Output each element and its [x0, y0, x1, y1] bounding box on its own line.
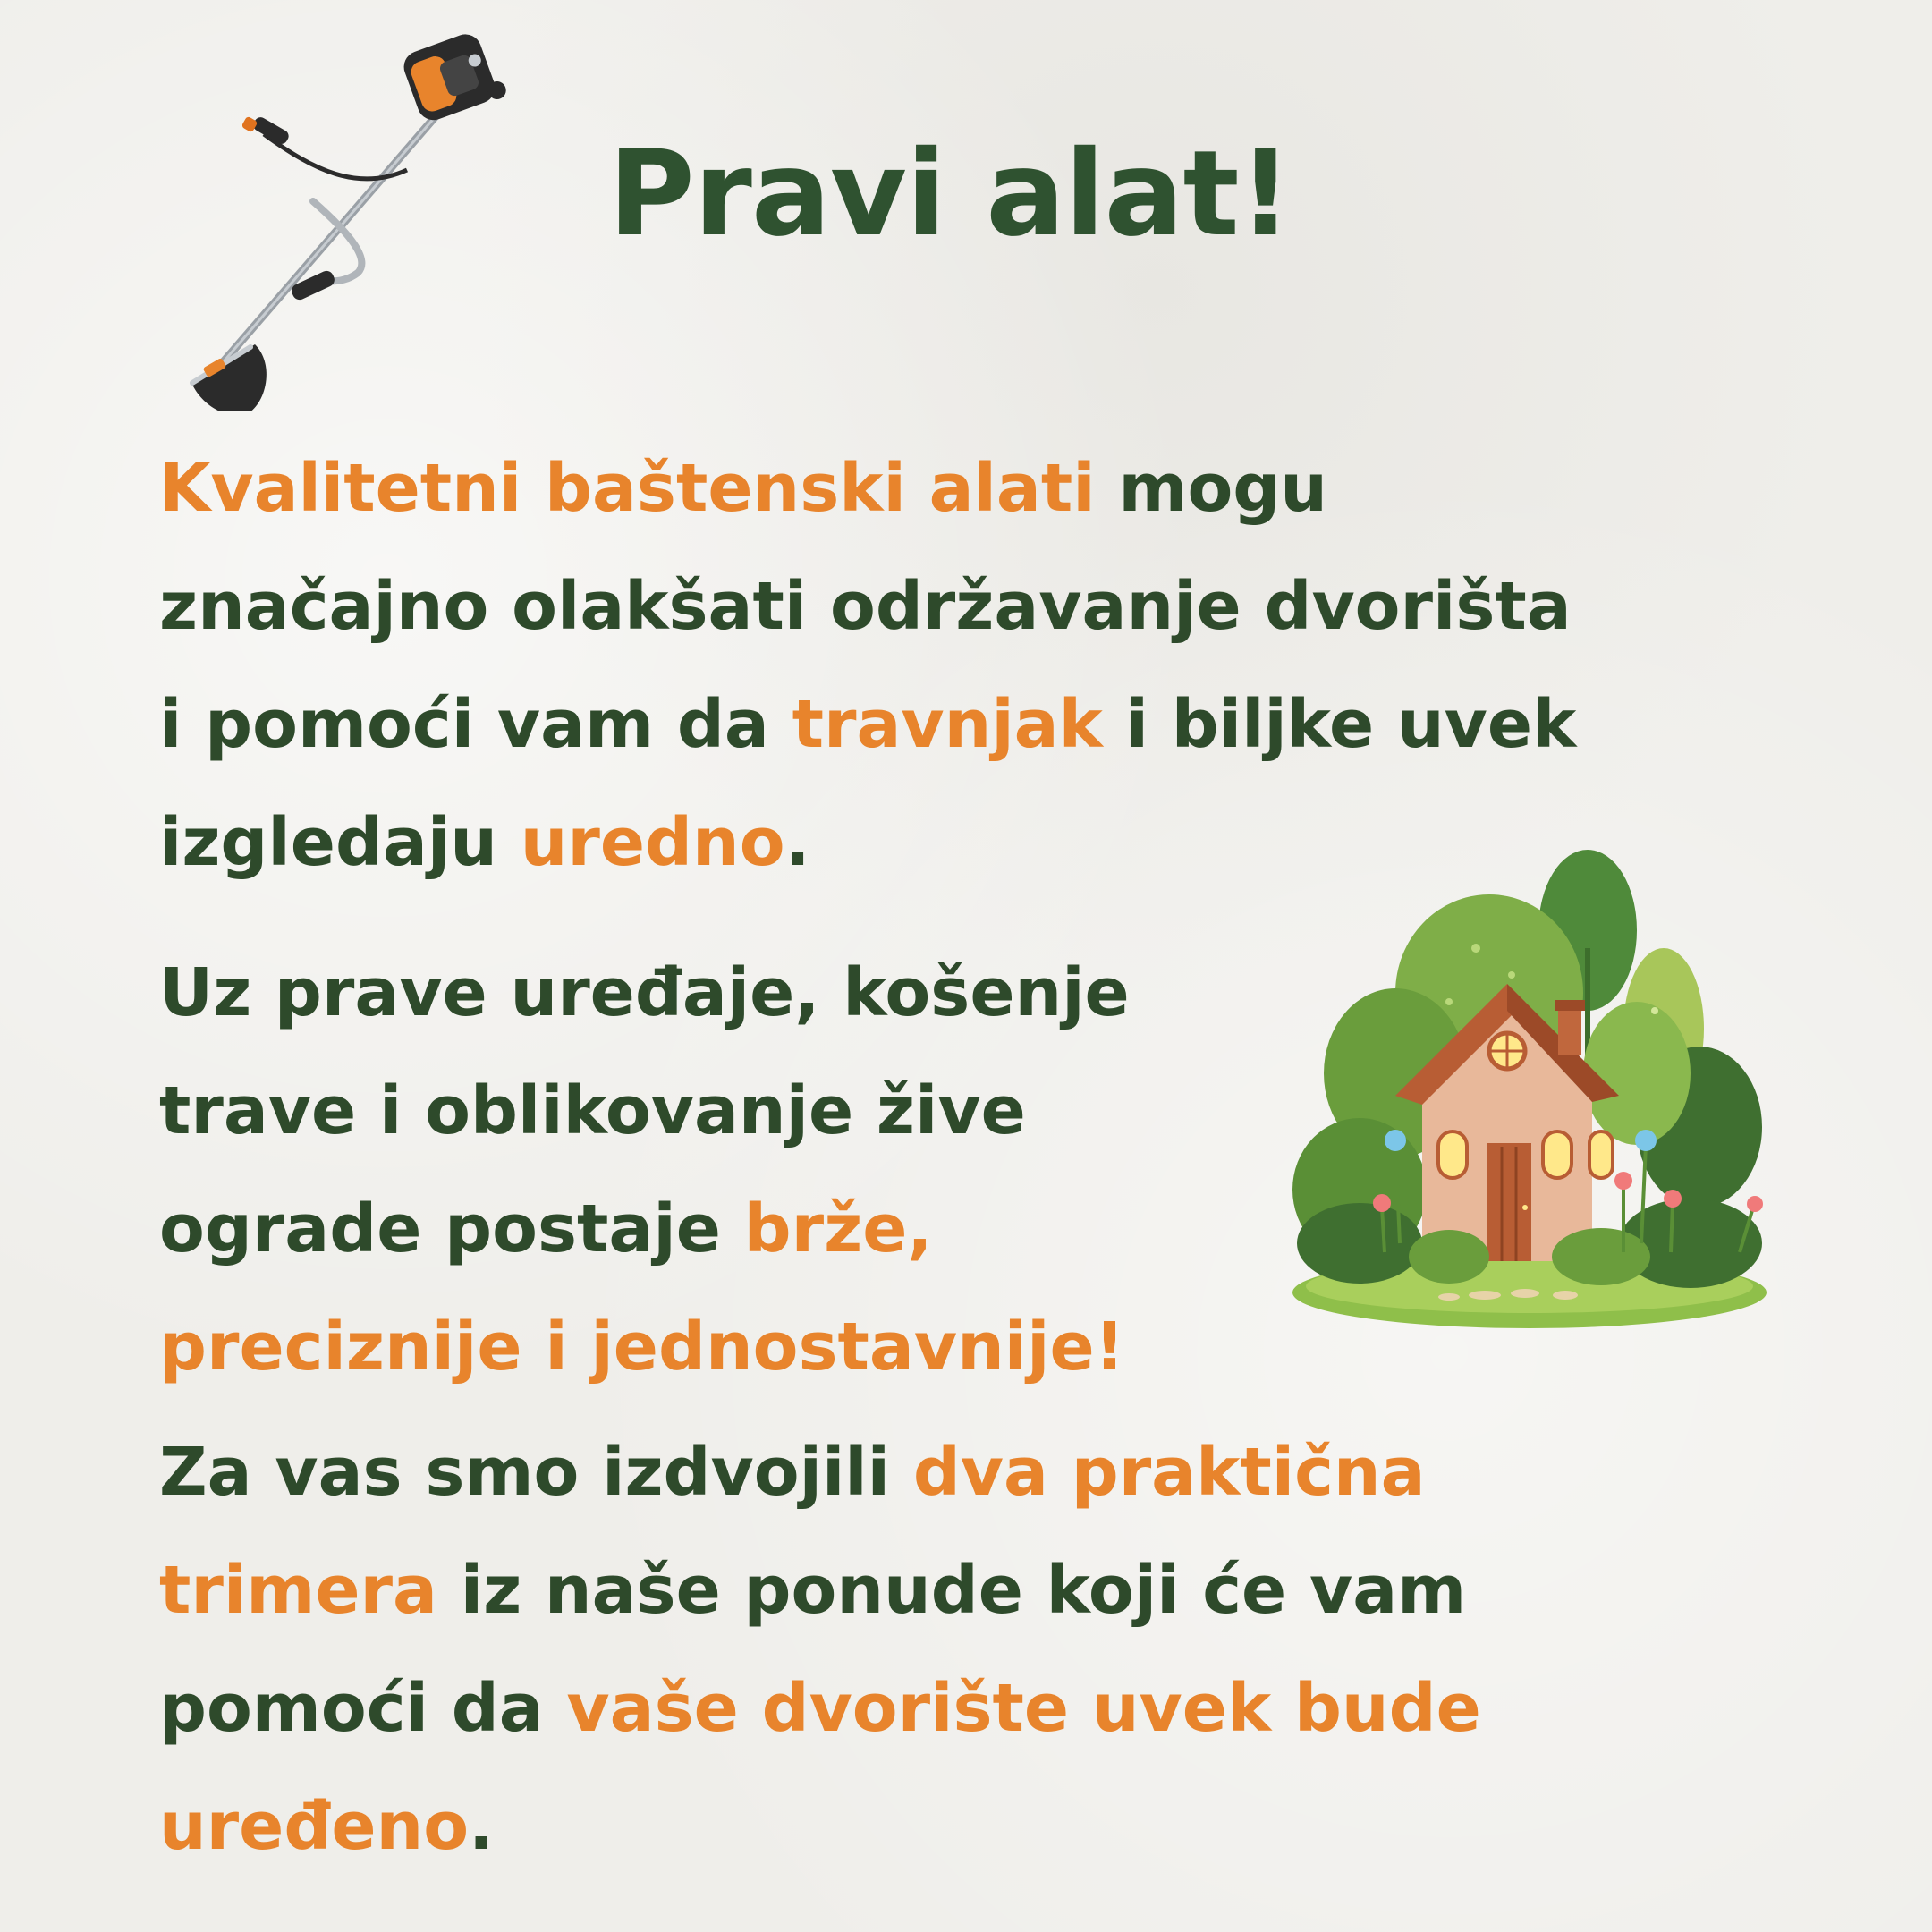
highlight-word: uređeno — [159, 1788, 470, 1865]
text-segment: . — [784, 804, 810, 881]
intro-line-1 — [159, 429, 1771, 547]
benefit-line-3 — [159, 1170, 1286, 1288]
offer-line-4 — [159, 1767, 1751, 1885]
text-segment: Za vas smo izdvojili — [159, 1434, 913, 1511]
text-segment: ograde postaje — [159, 1191, 744, 1267]
offer-line-1 — [159, 1413, 1751, 1531]
highlight-word: travnjak — [792, 686, 1103, 763]
offer-line-2 — [159, 1531, 1751, 1649]
text-segment: izgledaju — [159, 804, 521, 881]
text-segment: i biljke uvek — [1102, 686, 1577, 763]
text-segment: iz naše ponude koji će vam — [436, 1552, 1467, 1629]
highlight-word: vaše dvorište uvek bude — [566, 1670, 1481, 1747]
highlight-word: brže, — [743, 1191, 933, 1267]
highlight-word: uredno — [520, 804, 785, 881]
benefit-paragraph — [159, 934, 1286, 1406]
word: dvorišta — [1264, 568, 1572, 645]
highlight-word: dva praktična — [912, 1434, 1426, 1511]
intro-paragraph — [159, 429, 1771, 902]
highlight-word: trimera — [159, 1552, 437, 1629]
garden-house-illustration — [1279, 850, 1780, 1333]
grass-trimmer-icon — [179, 18, 537, 411]
highlight-word: alati — [928, 450, 1096, 527]
benefit-line-4: preciznije i jednostavnije! — [159, 1309, 1125, 1385]
offer-line-3 — [159, 1649, 1751, 1767]
word: značajno — [159, 568, 489, 645]
offer-paragraph — [159, 1413, 1751, 1885]
highlight-word: Kvalitetni — [159, 450, 522, 527]
intro-line-3 — [159, 665, 1771, 784]
word: mogu — [1118, 450, 1327, 527]
intro-line-2 — [159, 547, 1771, 665]
benefit-line-1: Uz prave uređaje, košenje — [159, 954, 1130, 1031]
text-segment: pomoći da — [159, 1670, 567, 1747]
page-title: Pravi alat! — [608, 125, 1292, 263]
word: olakšati — [512, 568, 808, 645]
text-segment: . — [469, 1788, 495, 1865]
highlight-word: baštenski — [545, 450, 906, 527]
benefit-line-2: trave i oblikovanje žive — [159, 1072, 1026, 1149]
word: održavanje — [829, 568, 1241, 645]
text-segment: i pomoći vam da — [159, 686, 792, 763]
